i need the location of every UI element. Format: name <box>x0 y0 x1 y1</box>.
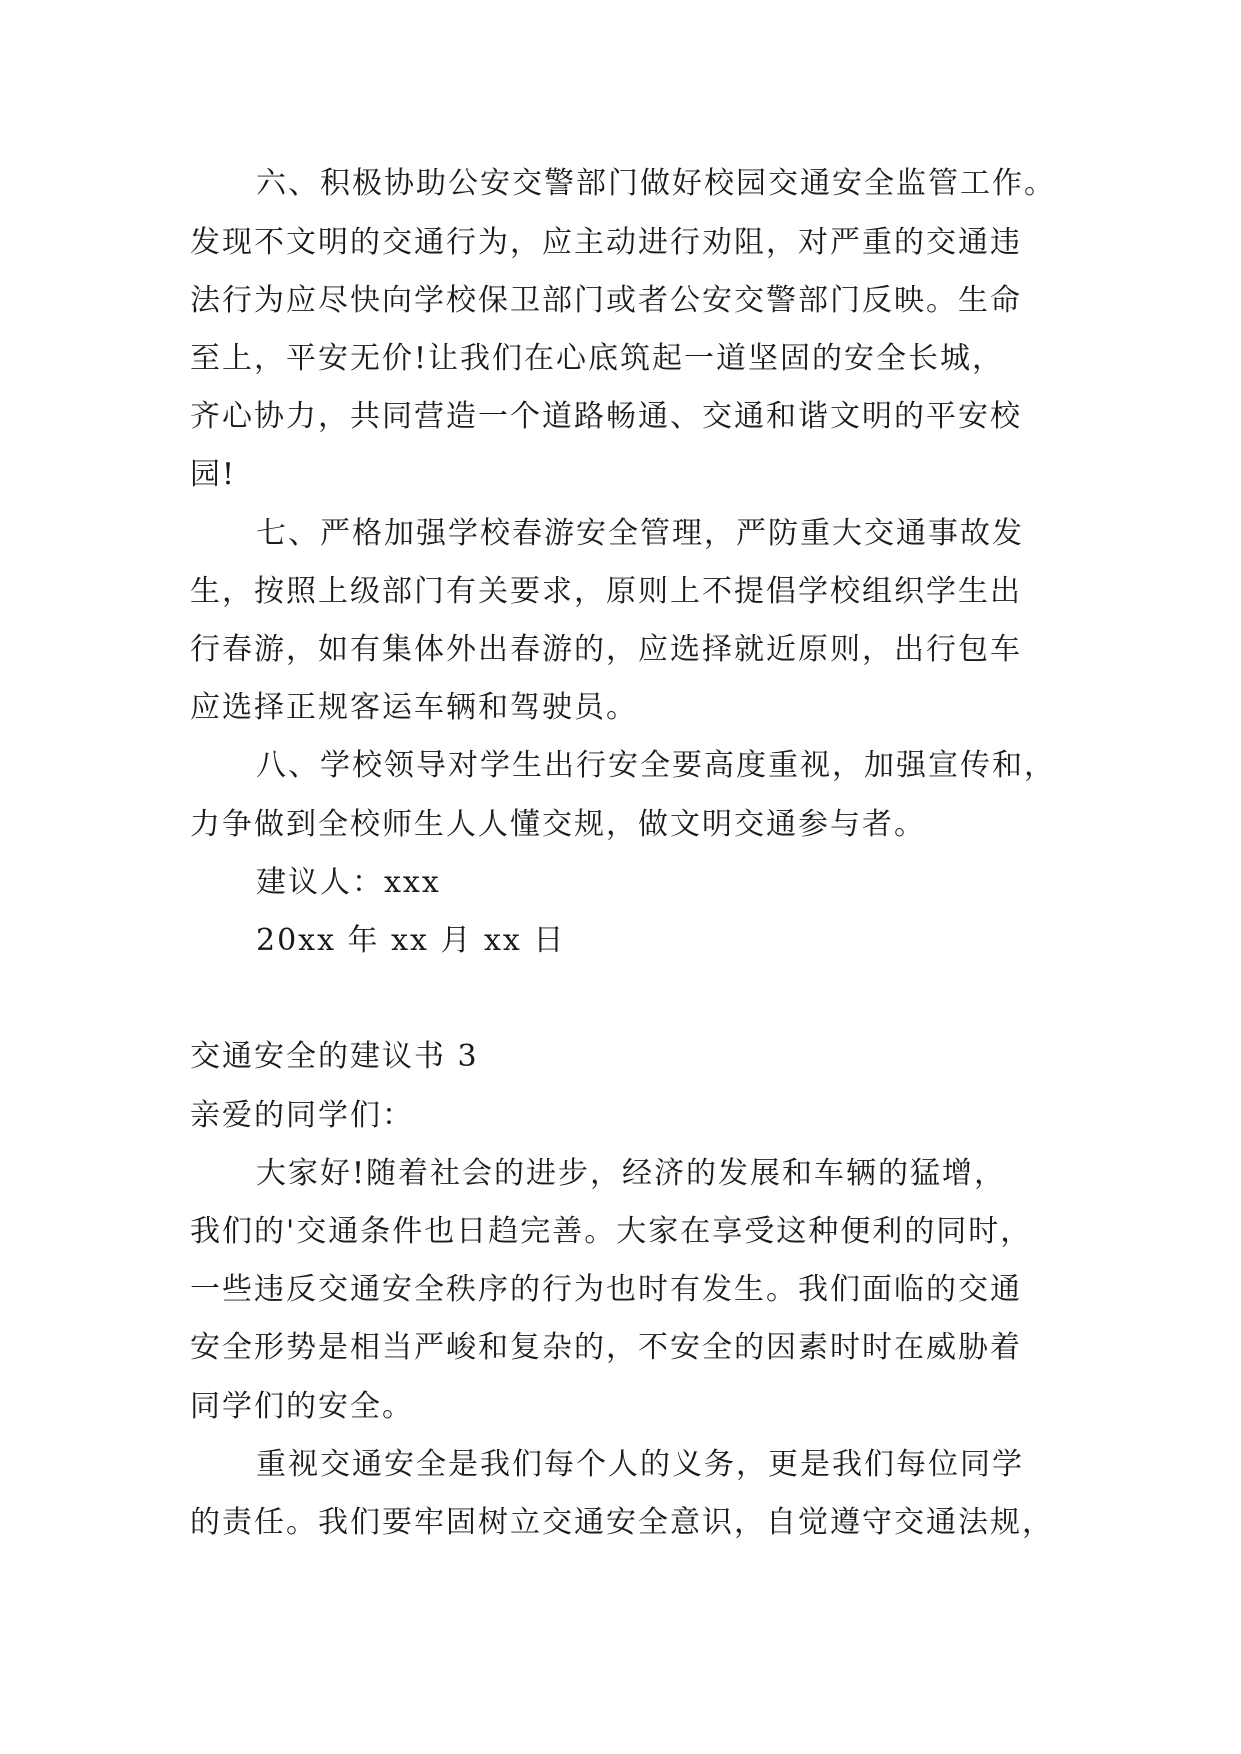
paragraph-duty-line-1: 重视交通安全是我们每个人的义务，更是我们每位同学 <box>256 1447 1024 1482</box>
paragraph-6-line-1: 六、积极协助公安交警部门做好校园交通安全监管工作。 <box>256 166 1056 201</box>
paragraph-6-line-4: 至上，平安无价!让我们在心底筑起一道坚固的安全长城， <box>190 341 1005 376</box>
paragraph-intro-line-4: 安全形势是相当严峻和复杂的，不安全的因素时时在威胁着 <box>190 1330 1022 1365</box>
paragraph-7-line-4: 应选择正规客运车辆和驾驶员。 <box>190 690 638 725</box>
paragraph-7-line-1: 七、严格加强学校春游安全管理，严防重大交通事故发 <box>256 516 1024 551</box>
paragraph-7-line-3: 行春游，如有集体外出春游的，应选择就近原则，出行包车 <box>190 632 1022 667</box>
salutation: 亲爱的同学们： <box>190 1098 414 1133</box>
paragraph-7-line-2: 生，按照上级部门有关要求，原则上不提倡学校组织学生出 <box>190 574 1022 609</box>
paragraph-intro-line-1: 大家好!随着社会的进步，经济的发展和车辆的猛增， <box>256 1156 1007 1191</box>
paragraph-intro-line-3: 一些违反交通安全秩序的行为也时有发生。我们面临的交通 <box>190 1272 1022 1307</box>
section-title: 交通安全的建议书 3 <box>190 1039 479 1074</box>
paragraph-intro-line-5: 同学们的安全。 <box>190 1389 414 1424</box>
paragraph-6-line-3: 法行为应尽快向学校保卫部门或者公安交警部门反映。生命 <box>190 283 1022 318</box>
paragraph-6-line-2: 发现不文明的交通行为，应主动进行劝阻，对严重的交通违 <box>190 225 1022 260</box>
paragraph-8-line-1: 八、学校领导对学生出行安全要高度重视，加强宣传和， <box>256 748 1056 783</box>
signature-date: 20xx 年 xx 月 xx 日 <box>256 923 566 958</box>
paragraph-6-line-5: 齐心协力，共同营造一个道路畅通、交通和谐文明的平安校 <box>190 399 1022 434</box>
paragraph-intro-line-2: 我们的'交通条件也日趋完善。大家在享受这种便利的同时， <box>190 1214 1033 1249</box>
paragraph-8-line-2: 力争做到全校师生人人懂交规，做文明交通参与者。 <box>190 807 926 842</box>
paragraph-6-line-6: 园! <box>190 457 237 492</box>
paragraph-duty-line-2: 的责任。我们要牢固树立交通安全意识，自觉遵守交通法规， <box>190 1505 1054 1540</box>
signature-proposer: 建议人：xxx <box>256 865 441 900</box>
